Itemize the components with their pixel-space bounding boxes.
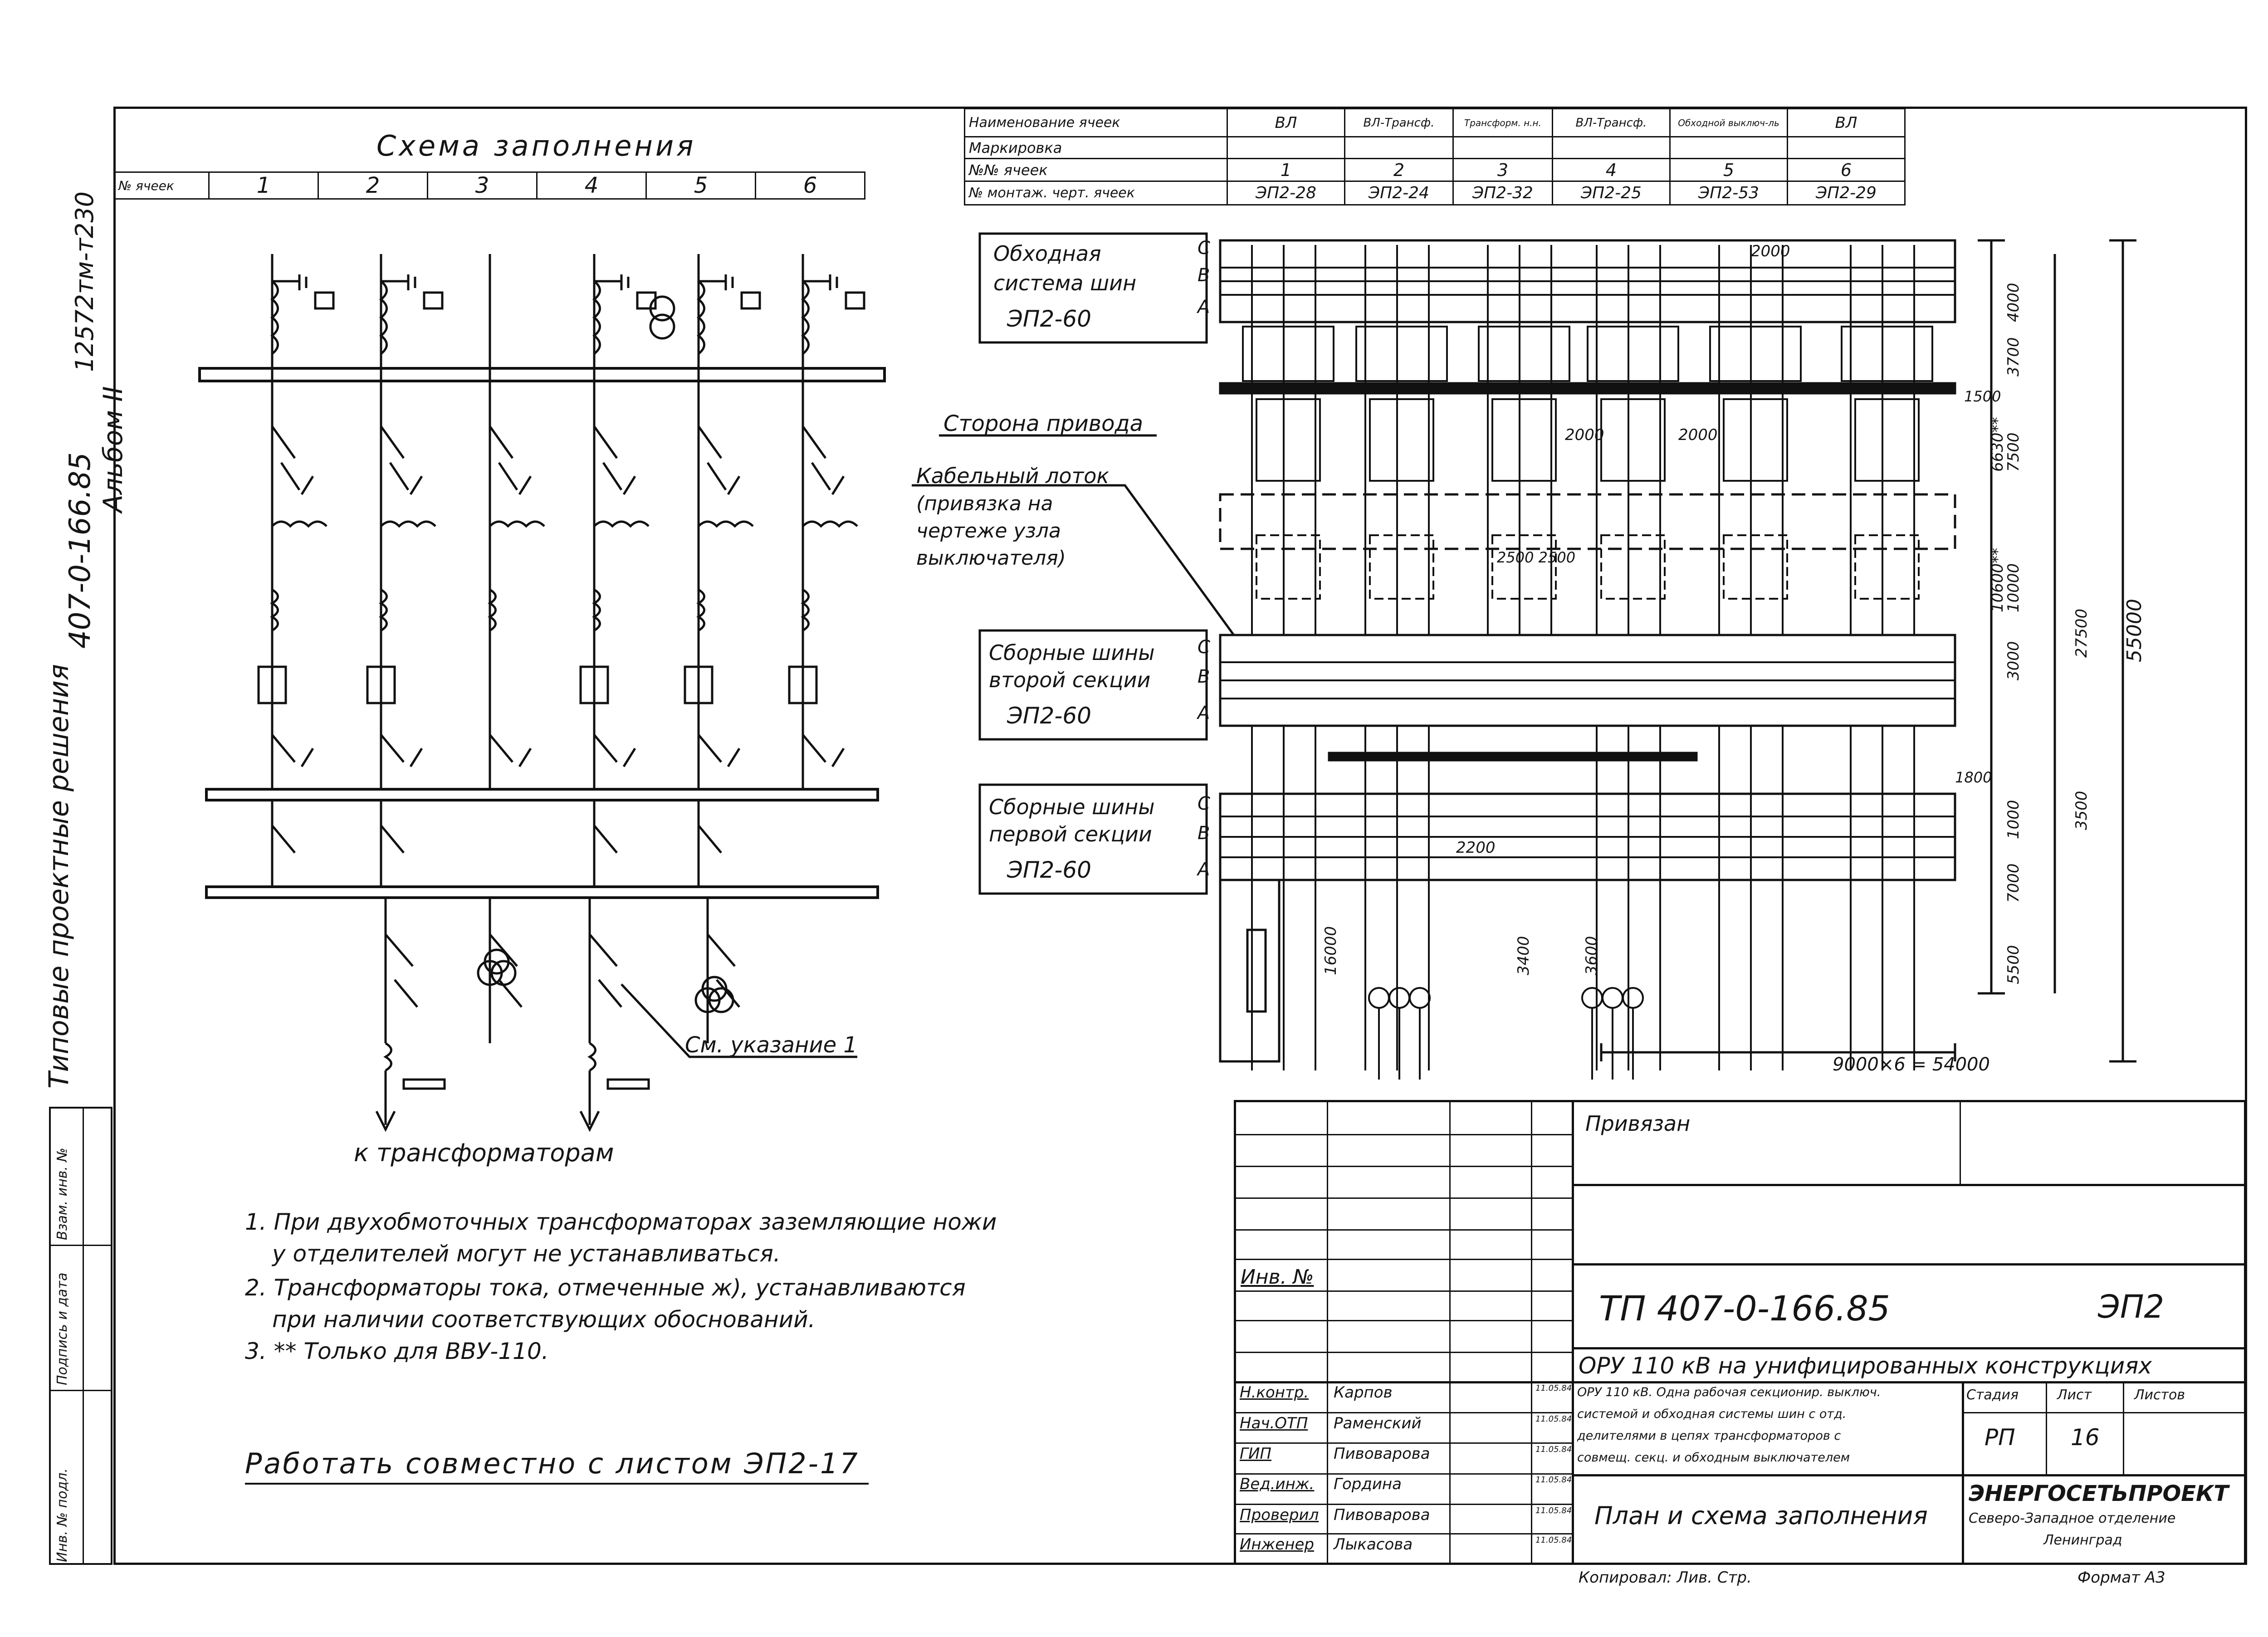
org-branch: Северо-Западное отделение [1969, 1510, 2176, 1526]
work-with-label: Работать совместно с листом ЭП2-17 [245, 1447, 869, 1485]
dim-10600: 10600** [1989, 547, 2007, 612]
num-4: 4 [1553, 159, 1670, 181]
dwg-3: ЭП2-32 [1453, 181, 1553, 205]
plan-line [1256, 535, 1320, 599]
stage-value: РП [1984, 1424, 2015, 1451]
dwg-2: ЭП2-24 [1345, 181, 1453, 205]
plan-line [1601, 399, 1665, 481]
bus2-label-3: ЭП2-60 [1007, 703, 1091, 729]
plan-line [1842, 327, 1932, 381]
plan-line [1724, 399, 1787, 481]
signer-date: 11.05.84 [1535, 1506, 1572, 1515]
desc-1: ОРУ 110 кВ. Одна рабочая секционир. выключ. [1577, 1385, 1881, 1399]
bus1-label-3: ЭП2-60 [1007, 857, 1091, 883]
dim-10000: 10000 [2004, 563, 2023, 612]
note-2b: при наличии соответствующих обоснований. [272, 1306, 816, 1333]
plan-line [1220, 816, 1955, 857]
dim-7000: 7000 [2004, 863, 2023, 903]
name-cell-6: ВЛ [1788, 109, 1905, 137]
bypass-label-1: Обходная [993, 241, 1101, 266]
cable-duct-1: Кабельный лоток [916, 464, 1110, 488]
title-block [1234, 1100, 2246, 1565]
cell-table-h2: №№ ячеек [965, 159, 1227, 181]
num-6: 6 [1788, 159, 1905, 181]
cell-table-h0: Наименование ячеек [965, 109, 1227, 137]
signer-role: Инженер [1240, 1535, 1314, 1554]
cable-duct-4: выключателя) [916, 547, 1066, 570]
signer-date: 11.05.84 [1535, 1383, 1572, 1393]
dwg-5: ЭП2-53 [1670, 181, 1788, 205]
signer-name: Пивоварова [1334, 1445, 1430, 1463]
dim-7500: 7500 [2004, 432, 2023, 472]
doc-code: ТП 407-0-166.85 [1599, 1288, 1890, 1329]
num-1: 1 [1227, 159, 1345, 181]
org-name: ЭНЕРГОСЕТЬПРОЕКТ [1969, 1481, 2229, 1506]
plan-line [1855, 535, 1919, 599]
stage-header: Стадия [1966, 1387, 2019, 1403]
phase-c-bot: С [1198, 793, 1210, 814]
signer-role: Н.контр. [1240, 1383, 1309, 1402]
cable-duct-2: (привязка на [916, 492, 1053, 515]
dim-3600: 3600 [1583, 936, 1601, 975]
dim-2500: 2500 2500 [1497, 549, 1576, 566]
dim-3000: 3000 [2004, 641, 2023, 680]
name-cell-5: Обходной выключ-ль [1670, 109, 1788, 137]
bus1-label-2: первой секции [989, 822, 1152, 846]
bypass-label-2: система шин [993, 271, 1137, 295]
plan-line [1710, 327, 1801, 381]
plan-line [1256, 399, 1320, 481]
cells-row-label: № ячеек [114, 172, 209, 199]
cell-1: 1 [209, 172, 318, 199]
plan-line [1370, 535, 1433, 599]
signer-name: Гордина [1334, 1475, 1402, 1493]
cell-6: 6 [756, 172, 865, 199]
stamp-sign: Подпись и дата [54, 1272, 70, 1385]
plan-line [1603, 988, 1623, 1008]
desc-4: совмещ. секц. и обходным выключателем [1577, 1451, 1850, 1465]
signer-name: Лыкасова [1334, 1535, 1413, 1554]
plan-line [1855, 399, 1919, 481]
sheet-code: ЭП2 [2098, 1288, 2165, 1325]
plan-line [1601, 535, 1665, 599]
signer-role: Проверил [1240, 1506, 1319, 1524]
dim-16000: 16000 [1322, 926, 1340, 975]
dim-27500: 27500 [2072, 608, 2091, 658]
cell-table-h1: Маркировка [965, 137, 1227, 159]
num-2: 2 [1345, 159, 1453, 181]
cell-4: 4 [537, 172, 646, 199]
plan-line [1492, 399, 1556, 481]
desc-3: делителями в цепях трансформаторов с [1577, 1429, 1841, 1443]
drive-side-label: Сторона привода [943, 411, 1144, 436]
dim-bottom: 9000×6 = 54000 [1833, 1054, 1990, 1075]
sheet-value: 16 [2071, 1424, 2100, 1451]
phase-b-mid: В [1198, 666, 1210, 687]
cable-duct-3: чертеже узла [916, 519, 1061, 542]
bypass-label-3: ЭП2-60 [1007, 306, 1091, 332]
note-2a: 2. Трансформаторы тока, отмеченные ж), устанавливаются [245, 1275, 966, 1301]
plan-line [1220, 662, 1955, 699]
dim-55000: 55000 [2123, 599, 2146, 662]
plan-line [1588, 327, 1678, 381]
plan-line [1623, 988, 1643, 1008]
signer-role: Нач.ОТП [1240, 1414, 1308, 1432]
phase-b-top: В [1198, 265, 1210, 286]
margin-code: 407-0-166.85 [64, 452, 97, 649]
plan-line [1582, 988, 1602, 1008]
dim-3500: 3500 [2072, 791, 2091, 830]
bus2-label-1: Сборные шины [989, 640, 1155, 665]
num-3: 3 [1453, 159, 1553, 181]
stamp-inv: Инв. № подл. [54, 1468, 70, 1562]
dim-5500: 5500 [2004, 945, 2023, 984]
dwg-1: ЭП2-28 [1227, 181, 1345, 205]
bus1-label-1: Сборные шины [989, 795, 1155, 819]
dim-4000: 4000 [2004, 283, 2023, 322]
dim-1800: 1800 [1955, 769, 1992, 786]
see-note-label: См. указание 1 [685, 1032, 857, 1058]
bus2-label-2: второй секции [989, 668, 1151, 692]
dim-2200: 2200 [1456, 839, 1496, 857]
signer-date: 11.05.84 [1535, 1535, 1572, 1545]
to-transformers-label: к трансформаторам [354, 1139, 614, 1167]
org-city: Ленинград [2043, 1532, 2122, 1548]
margin-album: Альбом II [98, 386, 128, 513]
margin-series: Типовые проектные решения [43, 664, 75, 1089]
dim-2000-mid2: 2000 [1678, 426, 1718, 444]
dim-3400: 3400 [1515, 936, 1533, 975]
sheet-title: План и схема заполнения [1594, 1501, 1928, 1530]
inv-label: Инв. № [1241, 1266, 1314, 1289]
phase-a-mid: А [1198, 703, 1210, 723]
fill-scheme-title: Схема заполнения [376, 129, 696, 162]
copied-label: Копировал: Лив. Стр. [1579, 1569, 1752, 1587]
num-5: 5 [1670, 159, 1788, 181]
plan-line [1410, 988, 1430, 1008]
plan-line [1389, 988, 1409, 1008]
signer-role: ГИП [1240, 1445, 1271, 1463]
dim-2000-mid1: 2000 [1565, 426, 1604, 444]
plan-line [1370, 399, 1433, 481]
signer-date: 11.05.84 [1535, 1445, 1572, 1454]
format-label: Формат А3 [2077, 1569, 2165, 1587]
plan-line [1369, 988, 1389, 1008]
dim-2000-top: 2000 [1751, 242, 1790, 260]
phase-c-top: С [1198, 238, 1210, 259]
signer-date: 11.05.84 [1535, 1475, 1572, 1485]
dim-6630: 6630** [1989, 417, 2007, 472]
cell-3: 3 [428, 172, 537, 199]
dim-1500: 1500 [1964, 388, 2001, 405]
sheets-header: Листов [2134, 1387, 2185, 1403]
plan-line [1492, 535, 1556, 599]
phase-a-bot: А [1198, 859, 1210, 880]
signer-date: 11.05.84 [1535, 1414, 1572, 1424]
note-1a: 1. При двухобмоточных трансформаторах заземляющие ножи [245, 1209, 997, 1235]
note-1b: у отделителей могут не устанавливаться. [272, 1241, 781, 1267]
signer-role: Вед.инж. [1240, 1475, 1315, 1493]
plan-line [1220, 268, 1955, 295]
signer-name: Раменский [1334, 1414, 1422, 1432]
signer-name: Пивоварова [1334, 1506, 1430, 1524]
dwg-4: ЭП2-25 [1553, 181, 1670, 205]
cell-2: 2 [318, 172, 428, 199]
name-cell-3: Трансформ. н.н. [1453, 109, 1553, 137]
plan-line [1724, 535, 1787, 599]
dwg-6: ЭП2-29 [1788, 181, 1905, 205]
sheet-header: Лист [2057, 1387, 2092, 1403]
margin-number: 12572тм-т230 [70, 191, 99, 372]
desc-2: системой и обходная системы шин с отд. [1577, 1407, 1847, 1421]
bound-label: Привязан [1585, 1111, 1691, 1136]
plan-line [1243, 327, 1334, 381]
stamp-replace: Взам. инв. № [54, 1148, 70, 1240]
dim-1000: 1000 [2004, 800, 2023, 839]
name-cell-4: ВЛ-Трансф. [1553, 109, 1670, 137]
note-3: 3. ** Только для ВВУ-110. [245, 1338, 549, 1364]
project-title: ОРУ 110 кВ на унифицированных конструкциях [1579, 1353, 2152, 1379]
signer-name: Карпов [1334, 1383, 1393, 1402]
phase-c-mid: С [1198, 637, 1210, 658]
phase-b-bot: В [1198, 823, 1210, 844]
name-cell-1: ВЛ [1227, 109, 1345, 137]
name-cell-2: ВЛ-Трансф. [1345, 109, 1453, 137]
cell-5: 5 [646, 172, 756, 199]
phase-a-top: А [1198, 297, 1210, 318]
dim-3700: 3700 [2004, 337, 2023, 376]
cell-table-h3: № монтаж. черт. ячеек [965, 181, 1227, 205]
plan-line [1479, 327, 1569, 381]
plan-line [1356, 327, 1447, 381]
